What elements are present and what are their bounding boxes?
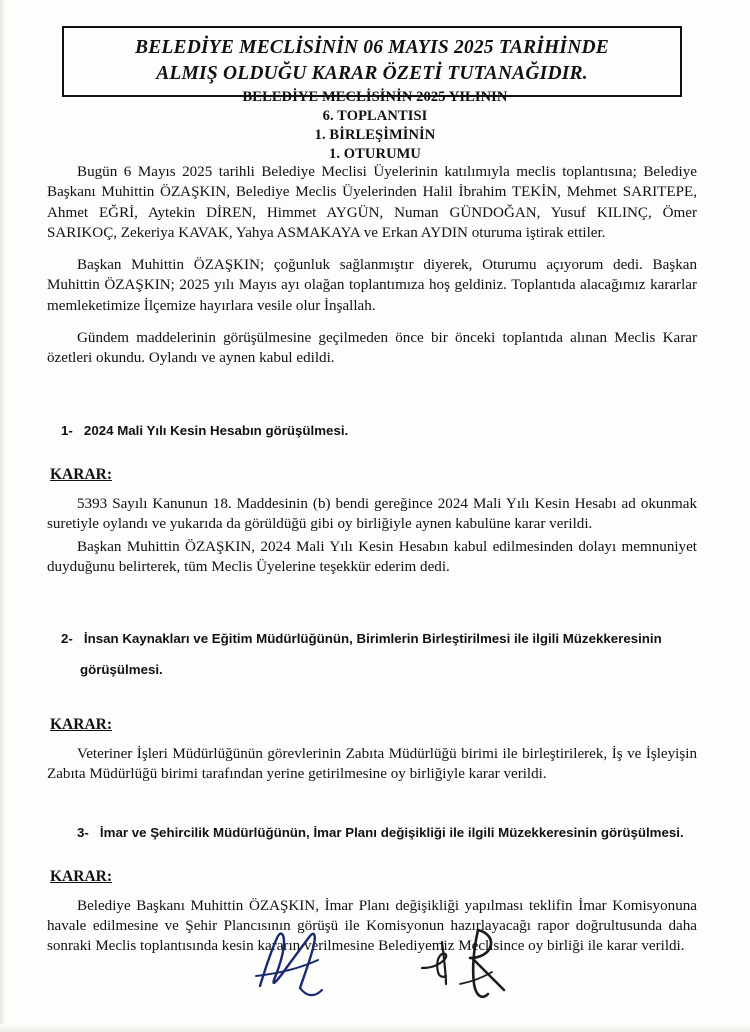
karar-label-2: KARAR: (50, 715, 112, 733)
karar-label-3: KARAR: (50, 867, 112, 885)
agenda-item-1-heading: 2024 Mali Yılı Kesin Hesabın görüşülmesi. (83, 422, 349, 438)
title-line-2: ALMIŞ OLDUĞU KARAR ÖZETİ TUTANAĞIDIR. (156, 62, 588, 84)
signature-area (0, 930, 750, 1020)
karar-3-paragraph-1: Belediye Başkanı Muhittin ÖZAŞKIN, İmar Planı değişikliği yapılması teklifin İmar Komisyonuna havale edilmesine ve Şehir Plancısının görüşü ile Komisyonun hazırlayacağı rapor doğrultusunda daha sonraki Meclis toplantısında kesin kararın verilmesine Belediyemiz Meclisince oy birliği ile karar verildi. (47, 897, 697, 955)
karar-1-paragraph-2: Başkan Muhittin ÖZAŞKIN, 2024 Mali Yılı Kesin Hesabın kabul edilmesinden dolayı memnuniyet duyduğunu belirterek, tüm Meclis Üyelerine teşekkür ederim dedi. (47, 538, 697, 575)
page-edge-bottom (0, 1024, 750, 1032)
agenda-item-2-heading-cont: görüşülmesi. (80, 661, 163, 677)
signature-left (248, 926, 358, 1002)
karar-label-1: KARAR: (50, 465, 112, 483)
spacer (47, 589, 697, 629)
agenda-item-2-number: 2- (61, 631, 73, 647)
subheader-line-3: 1. BİRLEŞİMİNİN (314, 127, 436, 144)
intro-paragraph-1: Bugün 6 Mayıs 2025 tarihli Belediye Meclisi Üyelerinin katılımıyla meclis toplantısına; Belediye Başkanı Muhittin ÖZAŞKIN, Belediye Meclis Üyelerinden Halil İbrahim TEKİN, Mehmet SARITEPE, Ahmet EĞRİ, Aytekin DİREN, Himmet AYGÜN, Numan GÜNDOĞAN, Yusuf KILINÇ, Ömer SARIKOÇ, Zekeriya KAVAK, Yahya ASMAKAYA ve Erkan AYDIN oturuma iştirak ettiler. (47, 164, 697, 241)
agenda-item-3-number: 3- (77, 824, 89, 840)
agenda-item-3 (47, 823, 697, 842)
spacer (47, 842, 697, 868)
agenda-item-1 (47, 421, 697, 440)
subheader-line-1: BELEDİYE MECLİSİNİN 2025 YILININ (242, 89, 508, 105)
agenda-item-2-heading: İnsan Kaynakları ve Eğitim Müdürlüğünün, Birimlerin Birleştirilmesi ile ilgili Müzekkeresinin (83, 631, 662, 647)
intro-paragraph-2: Başkan Muhittin ÖZAŞKIN; çoğunluk sağlanmıştır diyerek, Oturumu açıyorum dedi. Başkan Muhittin ÖZAŞKIN; 2025 yılı Mayıs ayı olağan toplantımıza hoş geldiniz. Toplantıda alacağımız kararlar memleketimize İlçemize hayırlara vesile olur İnşallah. (47, 257, 697, 314)
spacer (47, 690, 697, 716)
title-line-1: BELEDİYE MECLİSİNİN 06 MAYIS 2025 TARİHİNDE (134, 37, 609, 58)
document-subheader (0, 88, 750, 165)
spacer (47, 381, 697, 421)
agenda-item-3-heading: İmar ve Şehircilik Müdürlüğünün, İmar Planı değişikliği ile ilgili Müzekkeresinin görüşülmesi. (99, 824, 684, 840)
document-body (47, 162, 697, 969)
karar-1-paragraph-1: 5393 Sayılı Kanunun 18. Maddesinin (b) bendi gereğince 2024 Mali Yılı Kesin Hesabı ad okunmak suretiyle oylandı ve yukarıda da görüldüğü gibi oy birliğiyle aynen kabulüne karar verildi. (47, 495, 697, 533)
spacer (47, 440, 697, 466)
spacer (47, 797, 697, 823)
spacer (47, 886, 697, 896)
spacer (47, 734, 697, 744)
spacer (47, 484, 697, 494)
subheader-line-2: 6. TOPLANTISI (322, 108, 428, 125)
agenda-item-1-number: 1- (61, 422, 73, 438)
document-title-box (62, 26, 682, 97)
agenda-item-2 (47, 629, 697, 648)
subheader-line-4: 1. OTURUMU (328, 146, 422, 163)
intro-paragraph-3: Gündem maddelerinin görüşülmesine geçilmeden önce bir önceki toplantıda alınan Meclis Karar özetleri okundu. Oylandı ve aynen kabul edildi. (47, 330, 697, 367)
karar-2-paragraph-1: Veteriner İşleri Müdürlüğünün görevlerinin Zabıta Müdürlüğü birimi ile birleştirilerek, İş ve İşleyişin Zabıta Müdürlüğü birimi tarafından yerine getirilmesine oy birliğiyle karar verildi. (47, 745, 697, 783)
signature-right (416, 924, 536, 1008)
